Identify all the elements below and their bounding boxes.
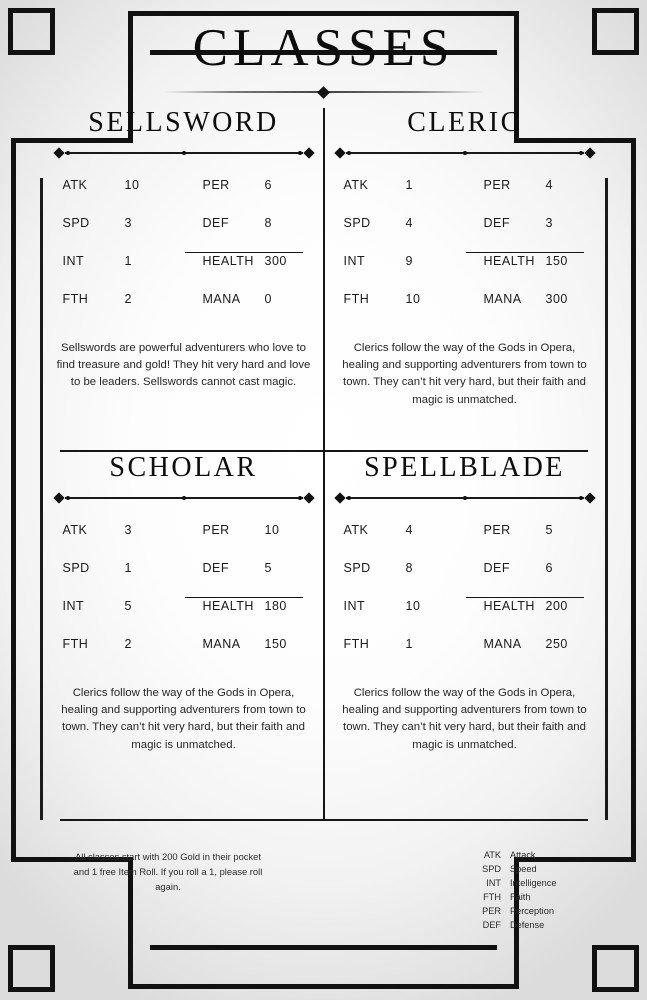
class-ornament-divider [55, 492, 313, 504]
stat-value: 300 [545, 291, 568, 306]
stat-value: 10 [405, 598, 421, 613]
dot-right-icon [579, 496, 583, 500]
stat-row [470, 523, 578, 561]
stat-key: SPD [343, 560, 371, 575]
stat-row [63, 254, 171, 292]
diamond-right-icon [303, 492, 314, 503]
dot-center-icon [182, 496, 186, 500]
health-separator-rule [185, 252, 303, 253]
stat-value: 200 [545, 598, 568, 613]
class-description: Sellswords are powerful adventurers who love to find treasure and gold! They hit very hard and love to be leaders. Sellswords cannot cast magic. [56, 341, 311, 389]
diamond-right-icon [584, 492, 595, 503]
stat-row [189, 637, 297, 675]
stat-value: 6 [545, 560, 553, 575]
diamond-icon [317, 86, 330, 99]
stat-value: 3 [545, 215, 553, 230]
frame-bottom-bar [128, 984, 519, 989]
stat-column-secondary [189, 523, 297, 675]
footer-note: All classes start with 200 Gold in their pocket and 1 free Item Roll. If you roll a 1, please roll again. [73, 851, 263, 893]
stat-key: HEALTH [202, 598, 254, 613]
stat-row [344, 292, 452, 330]
stat-row [470, 637, 578, 675]
stat-value: 2 [124, 636, 132, 651]
stat-value: 2 [124, 291, 132, 306]
frame-left-thin-rule [40, 178, 43, 820]
stat-row [63, 561, 171, 599]
dot-left-icon [347, 496, 351, 500]
class-name: SCHOLAR [109, 452, 258, 483]
stat-row [344, 216, 452, 254]
stat-row [189, 178, 297, 216]
stat-row [189, 254, 297, 292]
stat-block [59, 523, 309, 675]
class-card-scholar [44, 453, 323, 754]
dot-left-icon [347, 151, 351, 155]
diamond-left-icon [334, 492, 345, 503]
frame-top-bar [128, 11, 519, 16]
stat-column-secondary [470, 178, 578, 330]
dot-right-icon [298, 151, 302, 155]
diamond-right-icon [584, 147, 595, 158]
diamond-left-icon [53, 147, 64, 158]
stat-row [189, 216, 297, 254]
stat-value: 3 [124, 215, 132, 230]
stat-key: MANA [483, 636, 522, 651]
stat-value: 150 [264, 636, 287, 651]
stat-row [470, 178, 578, 216]
stat-block [340, 523, 590, 675]
stat-row [344, 523, 452, 561]
class-card-spellblade [325, 453, 604, 754]
stat-block [340, 178, 590, 330]
class-card-sellsword [44, 108, 323, 392]
stat-value: 3 [124, 522, 132, 537]
stat-column-secondary [470, 523, 578, 675]
stat-row [344, 599, 452, 637]
stat-column-primary [63, 178, 171, 330]
stat-row [470, 216, 578, 254]
stat-row [63, 599, 171, 637]
stat-key: PER [483, 522, 511, 537]
legend-full: Faith [510, 891, 531, 902]
legend-full: Intelligence [510, 877, 557, 888]
stat-row [189, 599, 297, 637]
stat-row [63, 216, 171, 254]
diamond-right-icon [303, 147, 314, 158]
frame-bottom-inner-bar [150, 945, 497, 950]
stat-key: FTH [343, 291, 370, 306]
legend-row [469, 905, 556, 919]
legend-row [469, 891, 556, 905]
stat-block [59, 178, 309, 330]
dot-center-icon [463, 151, 467, 155]
stat-row [344, 254, 452, 292]
stat-value: 4 [405, 215, 413, 230]
stat-value: 4 [405, 522, 413, 537]
stat-key: ATK [62, 522, 88, 537]
stat-value: 10 [405, 291, 421, 306]
class-name: CLERIC [407, 107, 522, 138]
stat-row [189, 292, 297, 330]
stat-key: PER [483, 177, 511, 192]
health-separator-rule [466, 597, 584, 598]
dot-right-icon [298, 496, 302, 500]
stat-key: ATK [343, 522, 369, 537]
stat-column-primary [63, 523, 171, 675]
stat-key: MANA [483, 291, 522, 306]
stat-row [63, 523, 171, 561]
stat-abbreviation-legend [469, 849, 556, 933]
stat-value: 10 [264, 522, 280, 537]
stat-key: MANA [202, 291, 241, 306]
stat-row [63, 178, 171, 216]
title-ornament-divider [164, 85, 484, 99]
stat-key: INT [343, 253, 366, 268]
class-description: Clerics follow the way of the Gods in Opera, healing and supporting adventurers from town to town. They can’t hit very hard, but their faith and magic is unmatched. [342, 686, 587, 751]
stat-row [470, 561, 578, 599]
stat-key: INT [62, 598, 85, 613]
stat-value: 250 [545, 636, 568, 651]
legend-full: Attack [510, 850, 536, 860]
legend-abbr: FTH [483, 891, 501, 902]
stat-key: DEF [483, 560, 510, 575]
stat-key: ATK [62, 177, 88, 192]
stat-key: SPD [343, 215, 371, 230]
stat-value: 1 [124, 253, 132, 268]
corner-square-bottom-right [592, 945, 639, 992]
class-ornament-divider [55, 147, 313, 159]
frame-right-thin-rule [605, 178, 608, 820]
legend-abbr: PER [482, 905, 501, 916]
dot-center-icon [182, 151, 186, 155]
stat-row [189, 523, 297, 561]
stat-row [470, 254, 578, 292]
class-name: SELLSWORD [88, 107, 279, 138]
stat-key: INT [343, 598, 366, 613]
footer [44, 835, 604, 945]
legend-abbr: SPD [482, 863, 501, 874]
class-grid [44, 108, 604, 820]
stat-key: HEALTH [202, 253, 254, 268]
header [0, 19, 647, 99]
stat-value: 4 [545, 177, 553, 192]
frame-right-edge [631, 138, 636, 857]
legend-row [469, 849, 556, 863]
stat-row [344, 178, 452, 216]
stat-value: 5 [545, 522, 553, 537]
legend-abbr: INT [486, 877, 501, 888]
stat-value: 8 [264, 215, 272, 230]
stat-row [344, 637, 452, 675]
corner-square-bottom-left [8, 945, 55, 992]
legend-row [469, 919, 556, 933]
diamond-left-icon [53, 492, 64, 503]
class-card-cleric [325, 108, 604, 409]
stat-key: SPD [62, 560, 90, 575]
dot-left-icon [66, 151, 70, 155]
stat-value: 1 [405, 177, 413, 192]
stat-key: PER [202, 177, 230, 192]
stat-key: HEALTH [483, 598, 535, 613]
stat-key: ATK [343, 177, 369, 192]
stat-row [470, 292, 578, 330]
stat-key: HEALTH [483, 253, 535, 268]
stat-row [63, 637, 171, 675]
stat-key: DEF [483, 215, 510, 230]
legend-abbr: DEF [482, 919, 501, 930]
class-description: Clerics follow the way of the Gods in Opera, healing and supporting adventurers from town to town. They can’t hit very hard, but their faith and magic is unmatched. [342, 341, 587, 406]
stat-key: DEF [202, 215, 229, 230]
stat-value: 5 [264, 560, 272, 575]
dot-right-icon [579, 151, 583, 155]
legend-abbr: ATK [483, 850, 501, 860]
legend-row [469, 863, 556, 877]
stat-key: INT [62, 253, 85, 268]
stat-column-secondary [189, 178, 297, 330]
stat-value: 8 [405, 560, 413, 575]
stat-key: FTH [343, 636, 370, 651]
stat-key: DEF [202, 560, 229, 575]
page-title: CLASSES [192, 19, 455, 77]
legend-row [469, 877, 556, 891]
stat-row [470, 599, 578, 637]
stat-key: SPD [62, 215, 90, 230]
stat-column-primary [344, 178, 452, 330]
stat-column-primary [344, 523, 452, 675]
stat-value: 6 [264, 177, 272, 192]
stat-row [63, 292, 171, 330]
legend-full: Speed [510, 863, 537, 874]
class-ornament-divider [336, 147, 594, 159]
stat-key: FTH [62, 291, 89, 306]
health-separator-rule [466, 252, 584, 253]
stat-key: FTH [62, 636, 89, 651]
frame-left-edge [11, 138, 16, 857]
dot-center-icon [463, 496, 467, 500]
stat-value: 150 [545, 253, 568, 268]
dot-left-icon [66, 496, 70, 500]
stat-value: 10 [124, 177, 140, 192]
stat-value: 1 [124, 560, 132, 575]
stat-value: 300 [264, 253, 287, 268]
class-name: SPELLBLADE [364, 452, 565, 483]
legend-full: Defense [510, 919, 545, 930]
footer-divider [60, 819, 588, 821]
stat-value: 180 [264, 598, 287, 613]
stat-row [189, 561, 297, 599]
class-description: Clerics follow the way of the Gods in Opera, healing and supporting adventurers from town to town. They can’t hit very hard, but their faith and magic is unmatched. [61, 686, 306, 751]
health-separator-rule [185, 597, 303, 598]
stat-value: 0 [264, 291, 272, 306]
stat-value: 5 [124, 598, 132, 613]
stat-value: 9 [405, 253, 413, 268]
stat-row [344, 561, 452, 599]
legend-full: Perception [510, 905, 554, 916]
stat-key: PER [202, 522, 230, 537]
stat-key: MANA [202, 636, 241, 651]
diamond-left-icon [334, 147, 345, 158]
class-ornament-divider [336, 492, 594, 504]
stat-value: 1 [405, 636, 413, 651]
